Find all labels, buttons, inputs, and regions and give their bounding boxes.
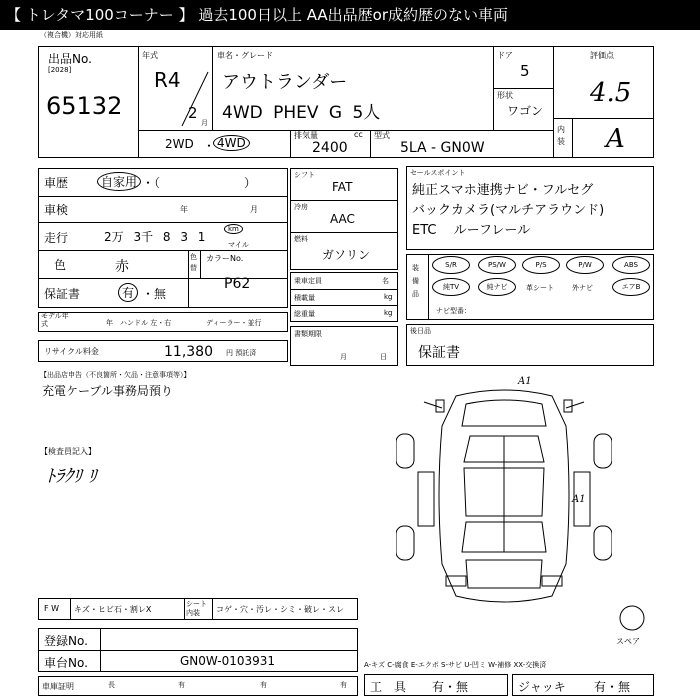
tools-value: 有・無: [432, 680, 469, 694]
navi-model-label: ナビ型番：: [436, 307, 471, 315]
equip-leather: 革シート: [526, 284, 554, 292]
displacement-value: 2400: [312, 140, 348, 156]
recycle-unit: 円 預託済: [226, 349, 257, 357]
doors-value: 5: [520, 62, 530, 80]
body-label: 形状: [497, 91, 513, 100]
month-unit: 月: [201, 119, 208, 127]
color-no-value: P62: [224, 276, 251, 292]
mileage-mile: マイル: [228, 241, 249, 249]
inspector-label: 【検査員記入】: [40, 447, 96, 456]
year-label: 年式: [142, 51, 158, 60]
model-value: 5LA - GN0W: [400, 140, 485, 156]
period-month: 月: [340, 353, 347, 361]
era-year: R4: [154, 68, 181, 92]
load-label: 積載量: [294, 294, 315, 302]
chassis-label: 車台No.: [44, 656, 88, 670]
warranty-yes: 有: [118, 283, 138, 302]
inspector-text: ﾄﾗｸﾘ ﾘ: [46, 466, 97, 487]
model-year-unit: 年: [106, 319, 113, 327]
jack-label: ジャッキ: [518, 680, 566, 694]
capacity-label: 乗車定員: [294, 277, 322, 285]
drive-4wd: 4WD: [213, 135, 250, 151]
equip-sr: S/R: [432, 256, 470, 274]
lot-label: 出品No.: [48, 52, 92, 66]
history-value: 自家用: [97, 172, 141, 191]
damage-mark-top: A1: [518, 376, 532, 387]
inspection-year: 年: [180, 205, 188, 214]
damage-mark-side: A1: [572, 494, 586, 505]
cert-opt-1: 長: [108, 681, 115, 689]
displacement-label: 排気量: [294, 131, 318, 140]
doors-label: ドア: [497, 51, 513, 60]
equip-ps: P/S: [522, 256, 560, 274]
year-divider-icon: [180, 70, 210, 128]
spare-tire-icon: [618, 604, 646, 632]
after-label: 後日品: [410, 327, 431, 335]
period-label: 書類期限: [294, 330, 322, 338]
floor-fw: F W: [44, 604, 60, 613]
period-day: 日: [380, 353, 387, 361]
mileage-km: km: [224, 224, 243, 234]
fuel-label: 燃料: [294, 235, 308, 243]
cc-unit: cc: [354, 130, 363, 139]
warranty-label: 保証書: [44, 287, 81, 301]
notes-text: 充電ケーブル事務局預り: [42, 384, 173, 398]
floor-scratch: キズ・ヒビ石・割レX: [74, 605, 152, 614]
lot-number: 65132: [46, 92, 123, 120]
interior-value: A: [606, 124, 625, 154]
inspection-label: 車検: [44, 203, 69, 217]
weight-unit: kg: [384, 309, 393, 317]
equip-airbag: エアB: [612, 278, 650, 296]
drive-2wd: 2WD: [165, 137, 194, 151]
selling-line-3: ETC ルーフレール: [412, 223, 531, 238]
color-no-label: カラーNo.: [206, 254, 244, 263]
inspection-month: 月: [250, 205, 258, 214]
floor-seat-issues: コゲ・穴・汚レ・シミ・破レ・スレ: [216, 605, 344, 614]
fuel-value: ガソリン: [322, 248, 371, 262]
damage-legend: A-キズ C-腐食 E-エクボ S-サビ U-凹ミ W-補修 XX-交換済: [364, 661, 547, 669]
body-value: ワゴン: [507, 104, 544, 118]
score-value: 4.5: [590, 78, 632, 108]
recycle-fee: 11,380: [164, 344, 213, 360]
cert-opt-3: 有: [260, 681, 267, 689]
color-change: 色替: [190, 253, 197, 272]
spare-label: スペア: [616, 637, 640, 646]
cert-opt-4: 有: [340, 681, 347, 689]
equip-pw: P/W: [566, 256, 604, 274]
color-label: 色: [54, 258, 67, 272]
selling-line-2: バックカメラ(マルチアラウンド): [412, 203, 605, 218]
mileage-value: 2万 3千 8 3 1: [104, 230, 206, 244]
mileage-label: 走行: [44, 231, 69, 245]
equip-tv: 純TV: [432, 278, 470, 296]
lot-tag: [2028]: [48, 66, 72, 74]
cert-label: 車庫証明: [42, 682, 74, 691]
equipment-label: 装備品: [412, 264, 419, 298]
selling-line-1: 純正スマホ連携ナビ・フルセグ: [412, 183, 594, 198]
jack-value: 有・無: [594, 680, 631, 694]
cert-opt-2: 有: [178, 681, 185, 689]
load-unit: kg: [384, 293, 393, 301]
weight-label: 総重量: [294, 310, 315, 318]
history-label: 車歴: [44, 176, 69, 190]
ac-label: 冷房: [294, 203, 308, 211]
equip-navi: 純ナビ: [478, 278, 516, 296]
month-value: 2: [188, 104, 198, 122]
name-label: 車名・グレード: [217, 51, 273, 60]
handle: ハンドル 左・右: [120, 319, 172, 327]
notes-label: 【出品店申告（不良箇所・欠品・注意事項等）】: [40, 371, 191, 379]
after-value: 保証書: [418, 345, 460, 361]
capacity-unit: 名: [382, 277, 389, 285]
shift-label: シフト: [294, 171, 315, 179]
equip-abs: ABS: [612, 256, 650, 274]
score-label: 評価点: [590, 51, 614, 60]
ac-value: AAC: [330, 212, 355, 226]
tools-label: 工 具: [370, 680, 407, 694]
model-year-label: モデル年式: [41, 312, 69, 328]
grade: 4WD PHEV G 5人: [222, 103, 381, 123]
interior-label: 内装: [557, 125, 565, 146]
dealer: ディーラー・並行: [206, 319, 262, 327]
equip-psw: PS/W: [478, 256, 516, 274]
warranty-no: ・無: [142, 287, 167, 301]
equip-ext-navi: 外ナビ: [572, 284, 593, 292]
sub-header: （複合機）対応用紙: [40, 31, 103, 39]
shift-value: FAT: [332, 180, 353, 194]
chassis-value: GN0W-0103931: [180, 654, 276, 668]
selling-label: セールスポイント: [410, 169, 466, 177]
floor-seat: シート内装: [186, 600, 207, 617]
garage-cert-box: [38, 676, 358, 696]
model-label: 型式: [374, 131, 390, 140]
reg-label: 登録No.: [44, 634, 88, 648]
color-value: 赤: [115, 259, 129, 275]
history-paren: ・（ ）: [142, 176, 257, 190]
banner: 【 トレタマ100コーナー 】 過去100日以上 AA出品歴or成約歴のない車両: [0, 0, 700, 30]
recycle-label: リサイクル料金: [44, 347, 99, 356]
car-name: アウトランダー: [222, 72, 348, 93]
